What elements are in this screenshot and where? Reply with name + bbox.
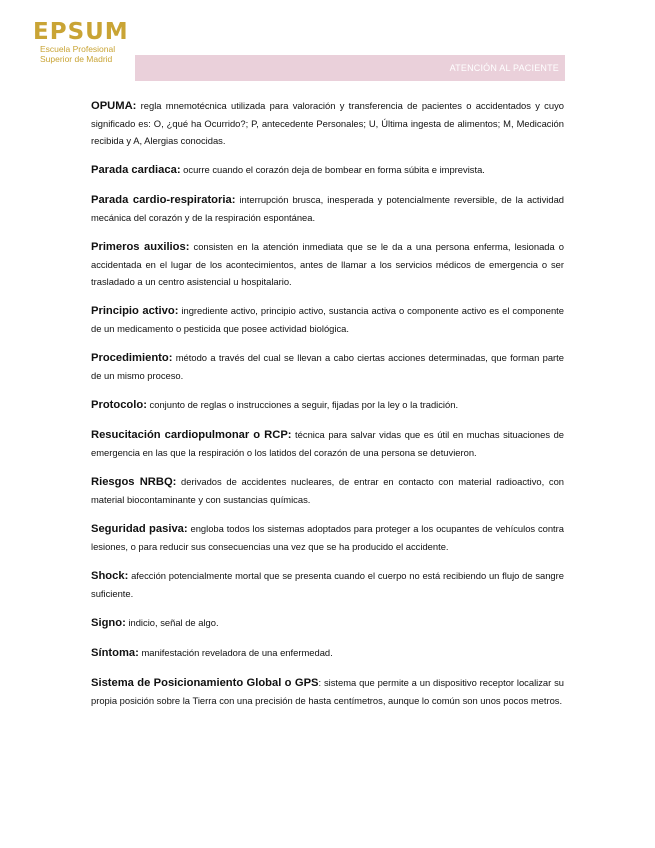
glossary: [91, 97, 564, 721]
glossary-entry: [91, 191, 564, 226]
glossary-entry: [91, 97, 564, 149]
glossary-entry: [91, 426, 564, 461]
logo-tagline-1: Escuela Profesional: [40, 44, 116, 54]
glossary-entry: [91, 349, 564, 384]
section-title: ATENCIÓN AL PACIENTE: [449, 63, 559, 73]
glossary-term: OPUMA:: [91, 100, 137, 112]
glossary-definition: ingrediente activo, principio activo, sustancia activa o componente activo es el componente de un medicamento o pesticida que posee actividad biológica.: [91, 305, 564, 334]
glossary-term: Principio activo:: [91, 305, 179, 317]
logo-tagline-2: Superior de Madrid: [40, 54, 113, 64]
glossary-entry: [91, 674, 564, 709]
header-band: [135, 55, 565, 81]
glossary-entry: [91, 396, 564, 414]
glossary-term: Signo:: [91, 617, 126, 629]
glossary-definition: técnica para salvar vidas que es útil en muchas situaciones de emergencia en las que la respiración o los latidos del corazón de una persona se detuvieron.: [91, 429, 565, 458]
glossary-entry: [91, 238, 564, 290]
glossary-term: Parada cardio-respiratoria:: [91, 194, 236, 206]
glossary-definition: indicio, señal de algo.: [125, 617, 219, 628]
epsum-logo: [33, 20, 143, 64]
glossary-term: Resucitación cardiopulmonar o RCP:: [91, 429, 292, 441]
glossary-definition: derivados de accidentes nucleares, de entrar en contacto con material radioactivo, con material biocontaminante y con sustancias químicas.: [91, 476, 564, 505]
glossary-entry: [91, 161, 564, 179]
glossary-term: Sistema de Posicionamiento Global o GPS: [91, 677, 319, 689]
logo-wordmark: EPSUM: [33, 19, 129, 45]
glossary-term: Síntoma:: [91, 647, 139, 659]
glossary-term: Protocolo:: [91, 399, 147, 411]
glossary-term: Primeros auxilios:: [91, 241, 190, 253]
glossary-definition: consisten en la atención inmediata que se le da a una persona enferma, lesionada o accidentada en el lugar de los acontecimientos, antes de llamar a los servicios médicos de emergencia o ser trasladado a un centro asistencial u hospitalario.: [91, 241, 564, 287]
glossary-entry: [91, 644, 564, 662]
glossary-definition: método a través del cual se llevan a cabo ciertas acciones determinadas, que forman parte de un mismo proceso.: [91, 352, 564, 381]
glossary-definition: : sistema que permite a un dispositivo receptor localizar su propia posición sobre la Tierra con una precisión de hasta centímetros, aunque lo común son unos pocos metros.: [91, 677, 565, 706]
glossary-definition: interrupción brusca, inesperada y potencialmente reversible, de la actividad mecánica del corazón y de la respiración espontánea.: [91, 194, 564, 223]
glossary-definition: manifestación reveladora de una enfermedad.: [138, 647, 333, 658]
glossary-definition: afección potencialmente mortal que se presenta cuando el cuerpo no está recibiendo un flujo de sangre suficiente.: [91, 570, 564, 599]
glossary-entry: [91, 520, 564, 555]
glossary-definition: engloba todos los sistemas adoptados para proteger a los ocupantes de vehículos contra lesiones, o para reducir sus consecuencias una vez que se ha producido el accidente.: [91, 523, 565, 552]
glossary-entry: [91, 567, 564, 602]
glossary-definition: regla mnemotécnica utilizada para valoración y transferencia de pacientes o accidentados y cuyo significado es: O, ¿qué ha Ocurrido?; P, antecedente Personales; U, Última ingesta de alimentos; M, Medicación recibida y A, Alergias conocidas.: [91, 100, 564, 146]
glossary-definition: conjunto de reglas o instrucciones a seguir, fijadas por la ley o la tradición.: [146, 399, 459, 410]
glossary-entry: [91, 302, 564, 337]
glossary-definition: ocurre cuando el corazón deja de bombear en forma súbita e imprevista.: [180, 164, 485, 175]
glossary-term: Procedimiento:: [91, 352, 173, 364]
glossary-entry: [91, 614, 564, 632]
glossary-term: Riesgos NRBQ:: [91, 476, 177, 488]
glossary-term: Shock:: [91, 570, 129, 582]
glossary-entry: [91, 473, 564, 508]
glossary-term: Seguridad pasiva:: [91, 523, 188, 535]
glossary-term: Parada cardiaca:: [91, 164, 181, 176]
